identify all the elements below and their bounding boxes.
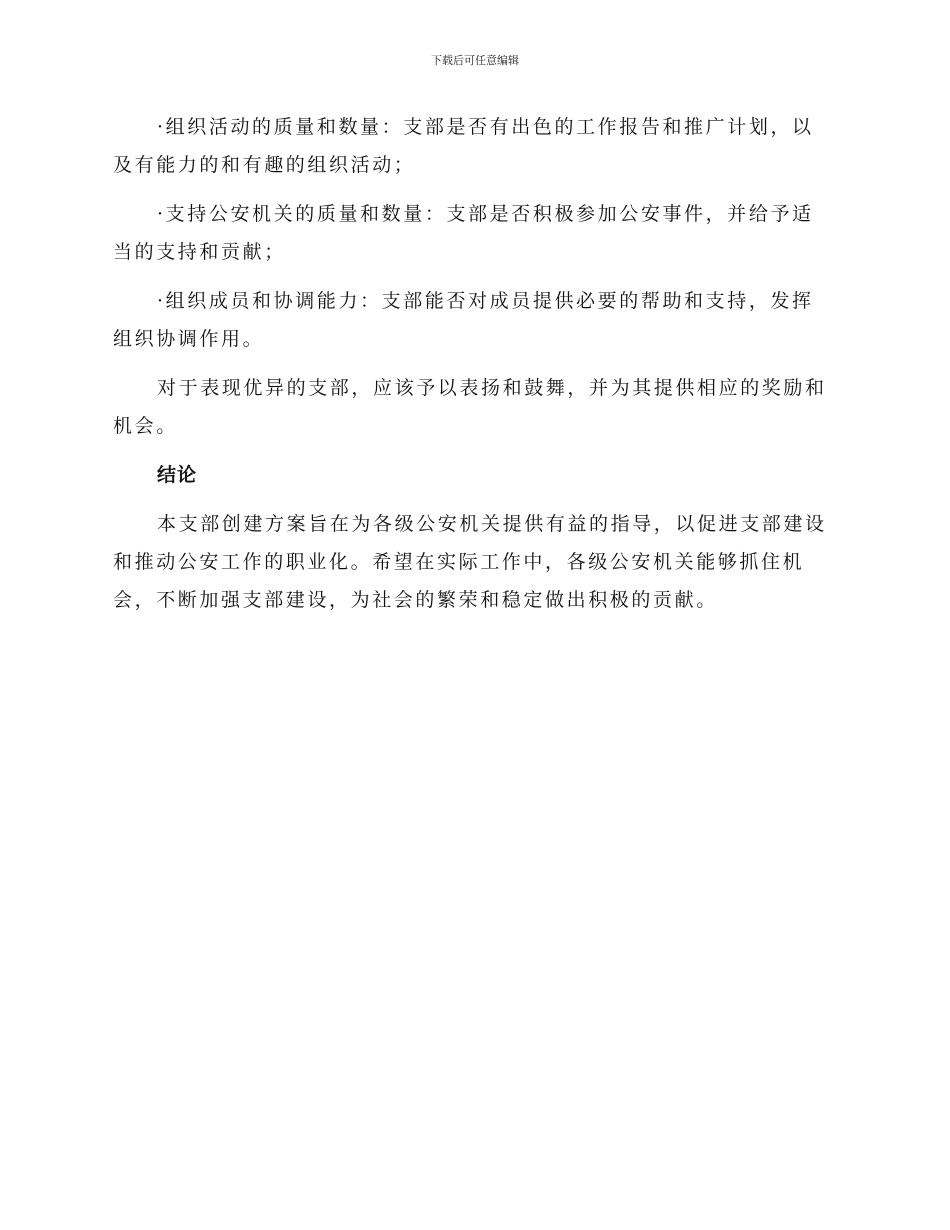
bullet-paragraph-coordination: ·组织成员和协调能力：支部能否对成员提供必要的帮助和支持，发挥组织协调作用。 [113,290,814,350]
bullet-paragraph-support: ·支持公安机关的质量和数量：支部是否积极参加公安事件，并给予适当的支持和贡献； [113,203,814,263]
document-body [113,108,831,630]
paragraph-conclusion: 本支部创建方案旨在为各级公安机关提供有益的指导，以促进支部建设和推动公安工作的职业化。希望在实际工作中，各级公安机关能够抓住机会，不断加强支部建设，为社会的繁荣和稳定做出积极的贡献。 [113,513,827,611]
bullet-paragraph-activities: ·组织活动的质量和数量：支部是否有出色的工作报告和推广计划，以及有能力的和有趣的组织活动； [113,116,814,176]
page-header: 下载后可任意编辑 [431,54,519,67]
paragraph-rewards: 对于表现优异的支部，应该予以表扬和鼓舞，并为其提供相应的奖励和机会。 [113,377,827,437]
section-heading-conclusion: 结论 [157,464,198,486]
